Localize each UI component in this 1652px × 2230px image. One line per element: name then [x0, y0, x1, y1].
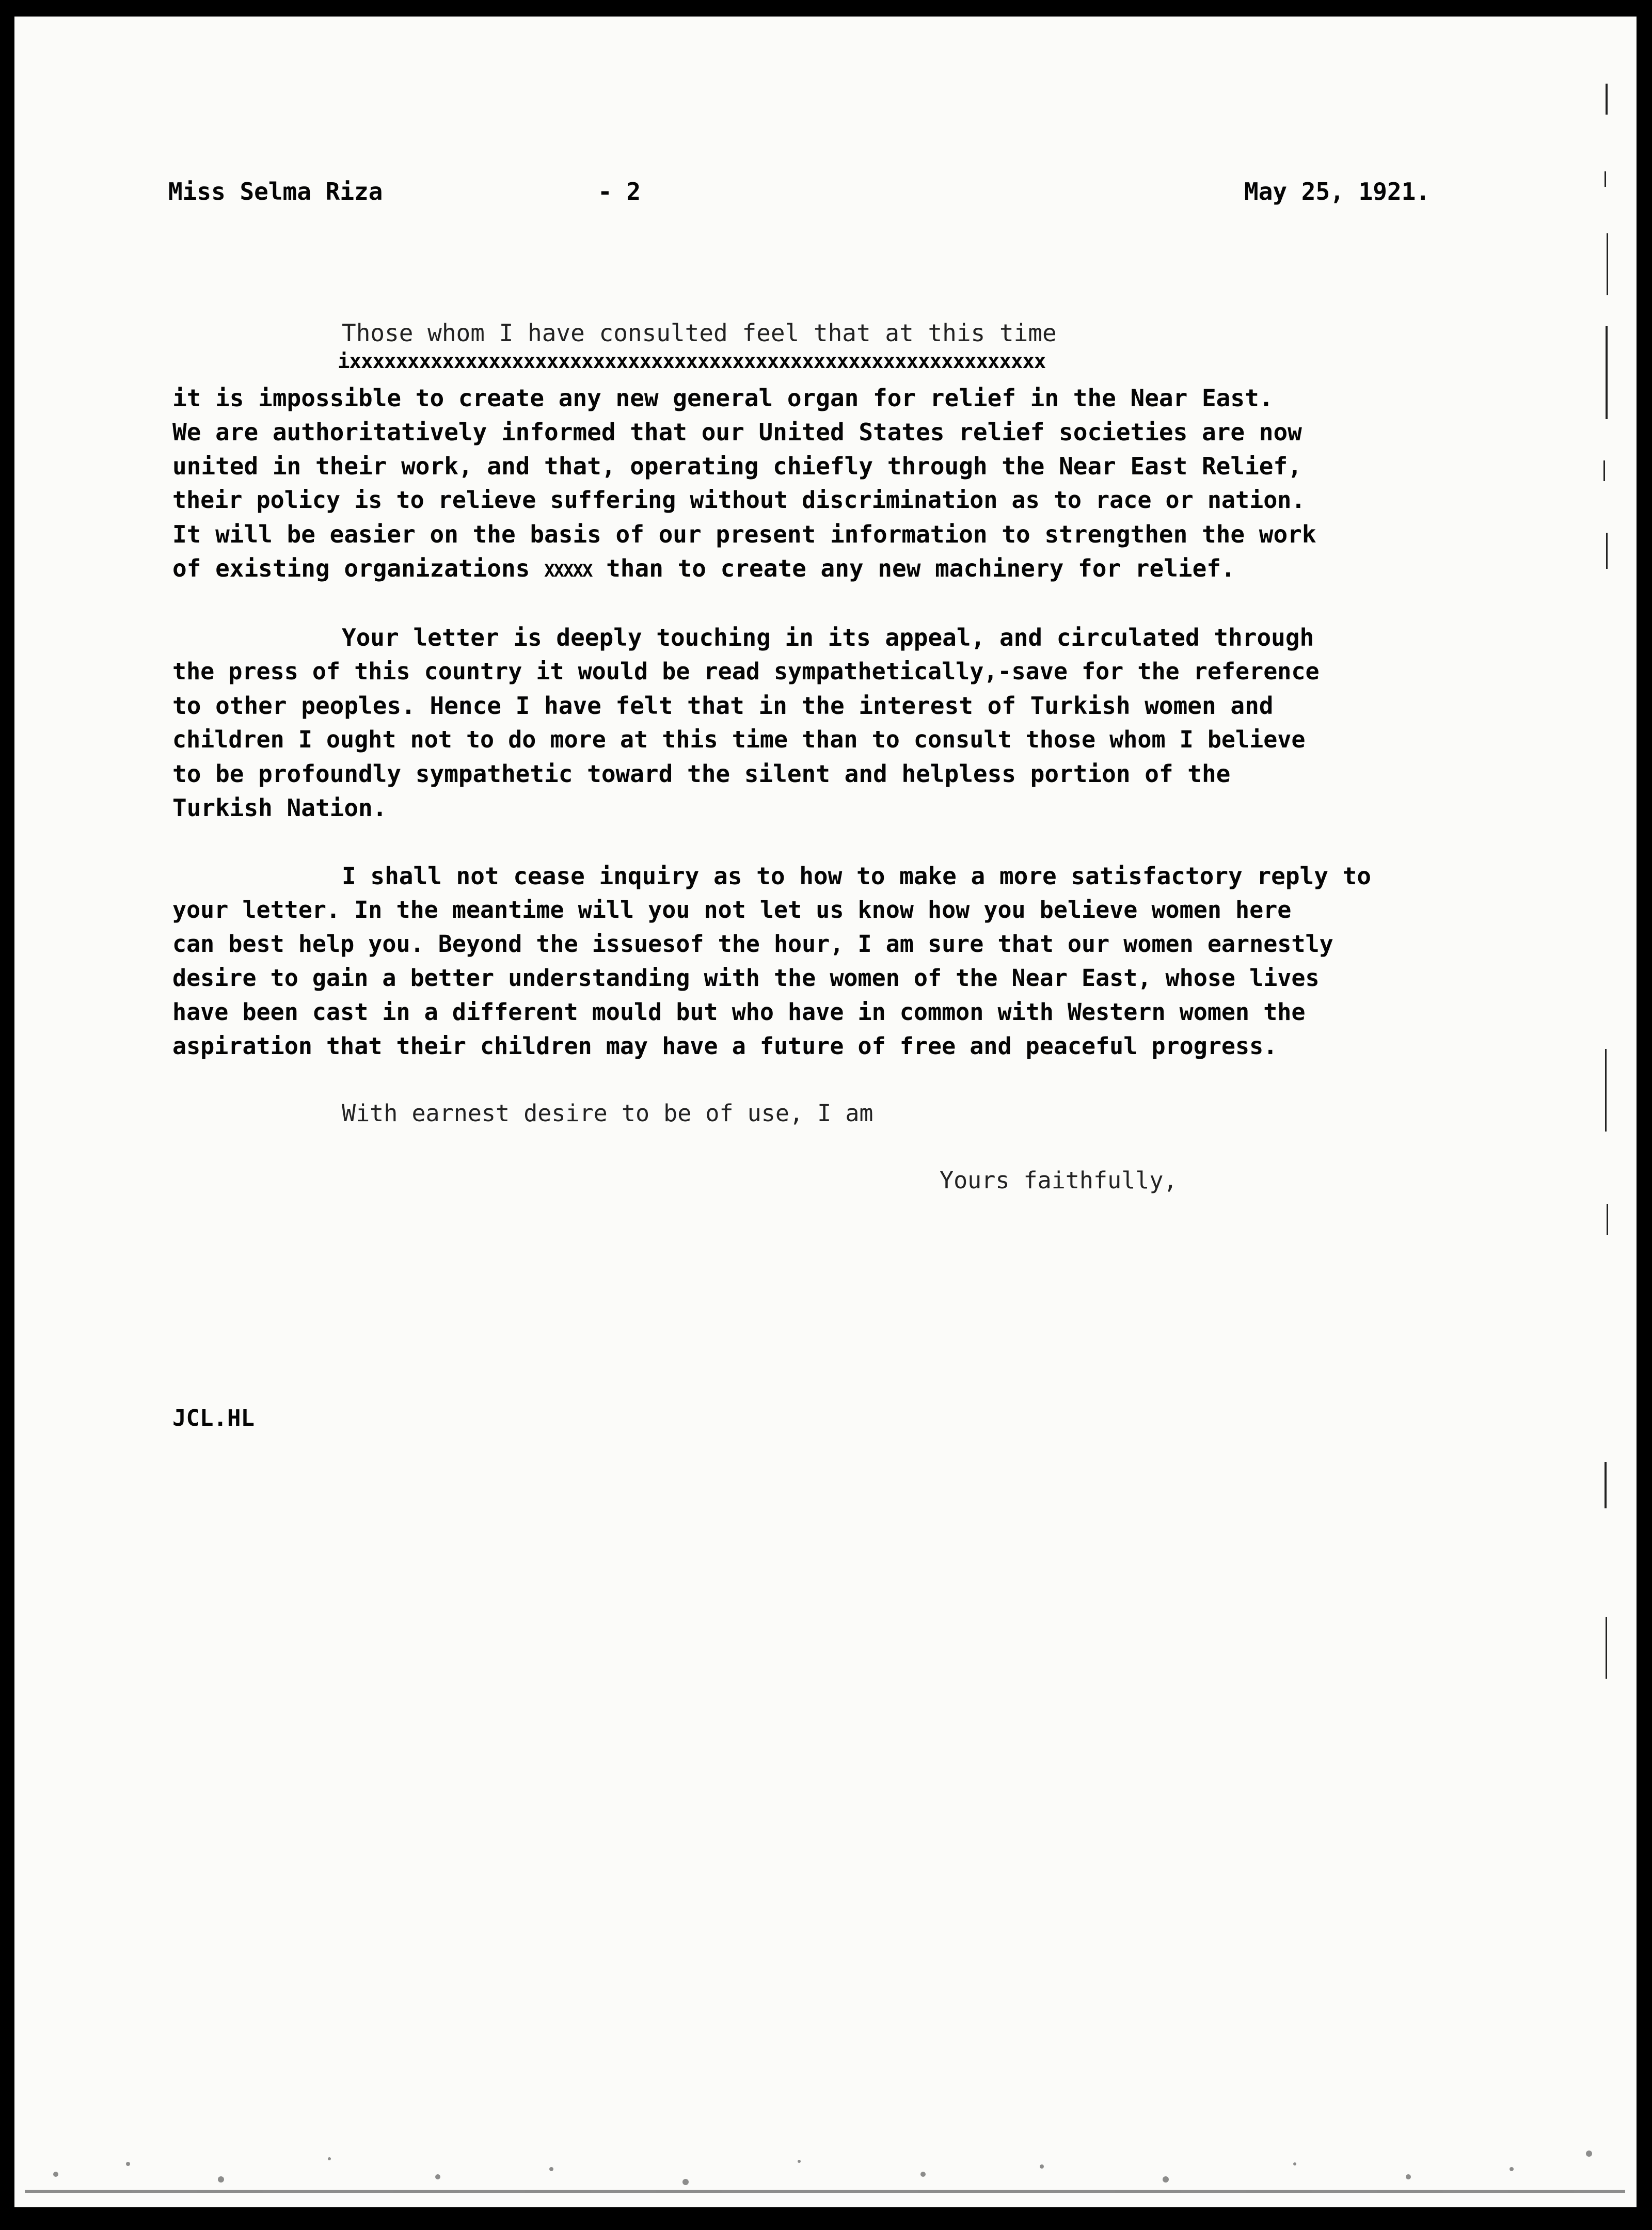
closing-line: With earnest desire to be of use, I am	[342, 1100, 873, 1127]
paragraph-1-line: united in their work, and that, operating chiefly through the Near East Relief,	[172, 452, 1302, 480]
page-number: - 2	[598, 178, 641, 205]
letter-sheet	[14, 17, 1637, 2207]
paragraph-1-line: It will be easier on the basis of our present information to strengthen the work	[172, 520, 1316, 548]
paragraph-2-line: Turkish Nation.	[172, 794, 387, 822]
paragraph-1-line: their policy is to relieve suffering without discrimination as to race or nation.	[172, 486, 1306, 514]
paragraph-3-line: I shall not cease inquiry as to how to make a more satisfactory reply to	[342, 862, 1371, 890]
paragraph-1-line: it is impossible to create any new general organ for relief in the Near East.	[172, 384, 1274, 412]
struck-through-line: ixxxxxxxxxxxxxxxxxxxxxxxxxxxxxxxxxxxxxxxxxxxxxxxxxxxxxxxxxxxx	[338, 350, 1046, 373]
struck-word: XXXXX	[544, 561, 592, 581]
paragraph-2-line: to be profoundly sympathetic toward the silent and helpless portion of the	[172, 760, 1231, 788]
paragraph-3-line: can best help you. Beyond the issuesof the hour, I am sure that our women earnestly	[172, 930, 1333, 958]
paragraph-3-line: desire to gain a better understanding with the women of the Near East, whose lives	[172, 964, 1320, 992]
paragraph-1-last-after: than to create any new machinery for relief.	[592, 554, 1235, 582]
scan-edge-marks	[1594, 68, 1615, 1694]
recipient-name: Miss Selma Riza	[168, 178, 383, 205]
paragraph-1-last-line	[172, 554, 1235, 582]
paragraph-1-line: We are authoritatively informed that our United States relief societies are now	[172, 418, 1302, 446]
paragraph-2-line: Your letter is deeply touching in its appeal, and circulated through	[342, 624, 1314, 651]
paragraph-2-line: children I ought not to do more at this time than to consult those whom I believe	[172, 726, 1306, 753]
paragraph-3-line: have been cast in a different mould but who have in common with Western women the	[172, 998, 1306, 1026]
scan-noise-band	[14, 2112, 1637, 2207]
paragraph-1-last-before: of existing organizations	[172, 554, 545, 582]
paragraph-1-intro: Those whom I have consulted feel that at this time	[342, 319, 1057, 347]
paragraph-2-line: to other peoples. Hence I have felt that in the interest of Turkish women and	[172, 692, 1274, 720]
typist-initials: JCL.HL	[172, 1405, 255, 1431]
paragraph-3-line: your letter. In the meantime will you not let us know how you believe women here	[172, 896, 1292, 923]
letter-date: May 25, 1921.	[1244, 178, 1431, 205]
paragraph-2-line: the press of this country it would be read sympathetically,-save for the reference	[172, 658, 1320, 685]
complimentary-close: Yours faithfully,	[940, 1167, 1178, 1194]
paragraph-3-line: aspiration that their children may have a future of free and peaceful progress.	[172, 1032, 1278, 1060]
